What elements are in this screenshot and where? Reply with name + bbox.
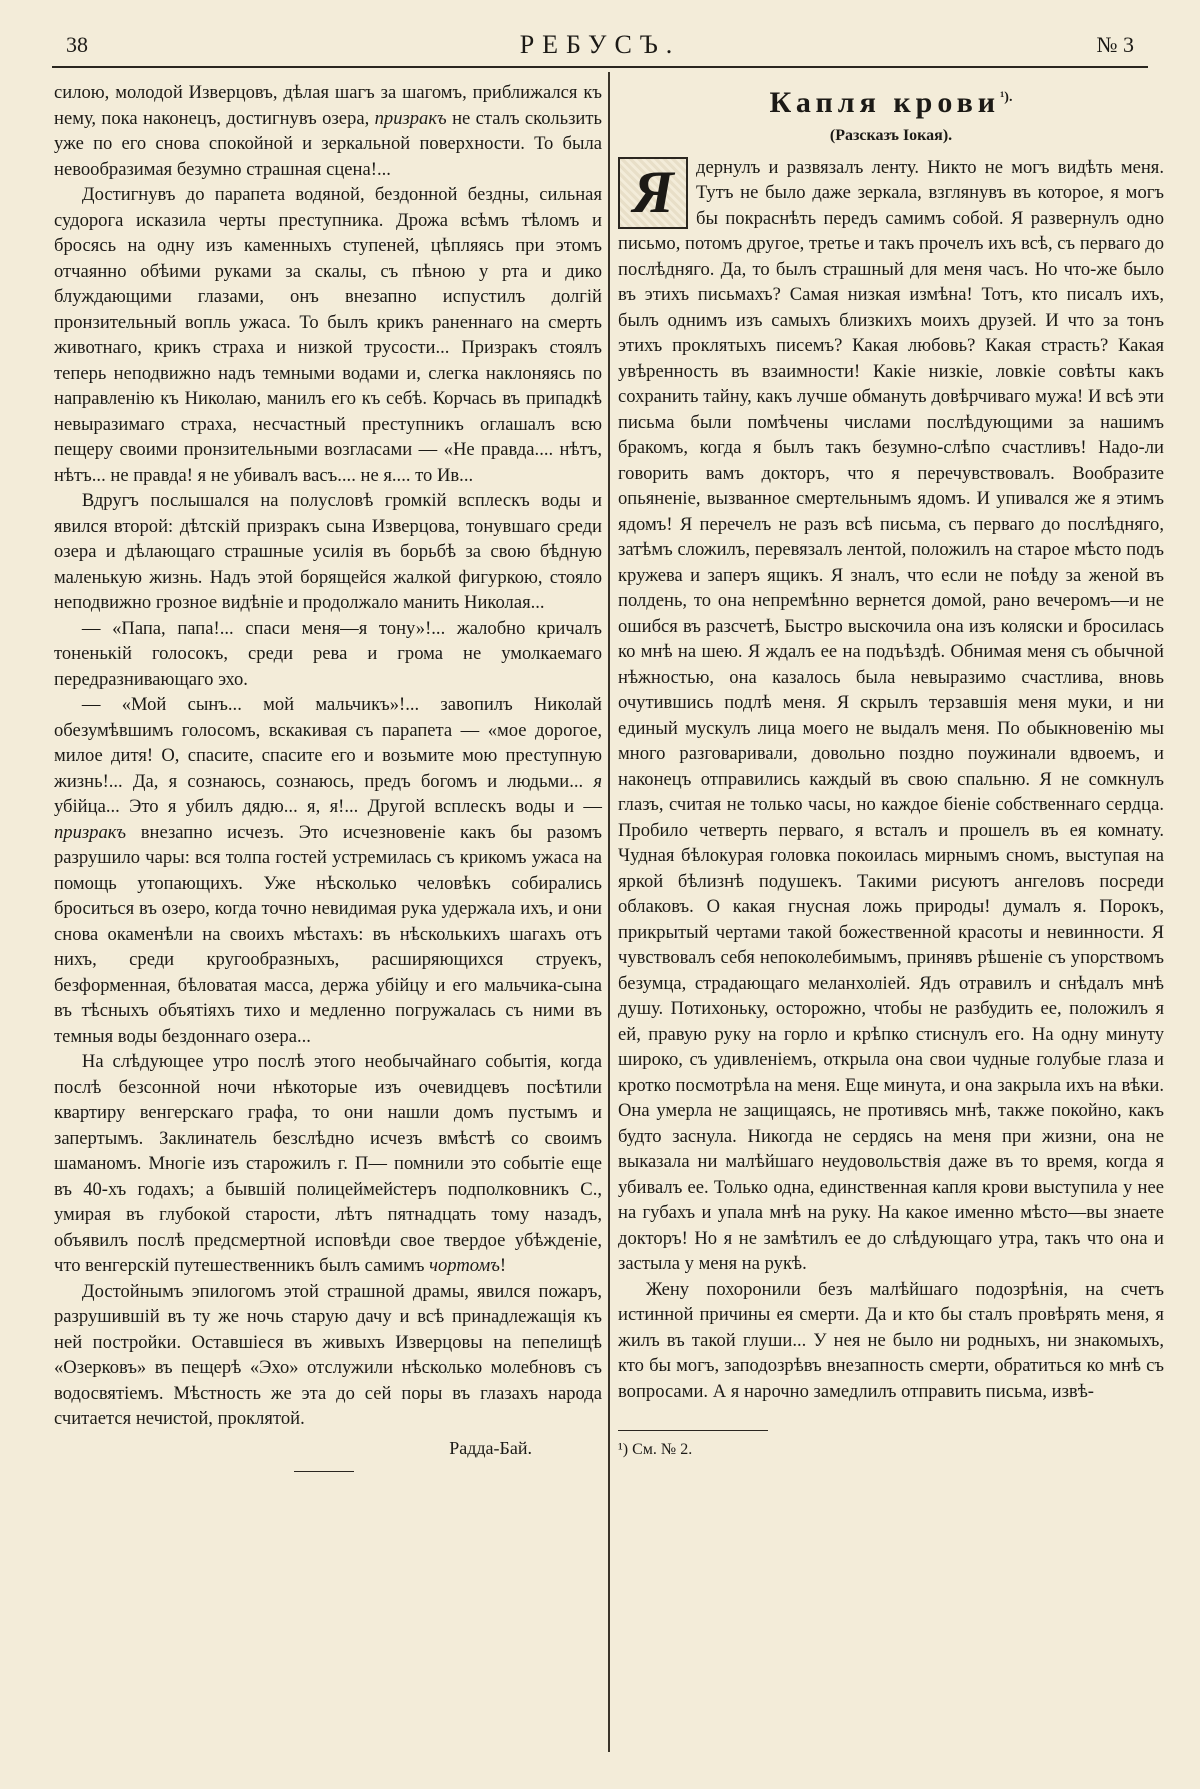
paragraph-text: убійца... Это я убилъ дядю... я, я!... Другой всплескъ воды и — — [54, 796, 602, 817]
title-footnote-mark: ¹). — [1000, 90, 1013, 105]
italic-text: призракъ — [374, 107, 447, 129]
italic-text: призракъ — [54, 821, 127, 843]
story-paragraph — [618, 155, 1164, 1277]
paragraph-text: ! — [499, 1255, 507, 1276]
paragraph-text: — «Папа, папа!... спаси меня—я тону»!... жалобно кричалъ тоненькій голосокъ, среди рева и грома не умолкаемаго передразнивающаго эхо. — [54, 617, 602, 690]
article-paragraph — [54, 1279, 602, 1432]
page-header — [52, 26, 1148, 68]
paragraph-text: Достигнувъ до парапета водяной, бездонной бездны, сильная судорога исказила черты преступника. Дрожа всѣмъ тѣломъ и бросясь на одну изъ каменныхъ ступеней, цѣпляясь при этомъ отчаянно обѣими руками за скалы, съ пѣною у рта и дико блуждающими глазами, онъ внезапно испустилъ долгій пронзительный вопль ужаса. То былъ крикъ раненнаго на смерть животнаго, крикъ страха и низкой трусости... Призракъ стоялъ теперь неподвижно надъ темными водами и, слегка наклоняясь по направленію къ Николаю, манилъ его къ себѣ. Корчась въ припадкѣ невыразимаго страха, несчастный преступникъ оглашалъ всю пещеру своими пронзительными возгласами — «Не правда.... нѣтъ, нѣтъ... не правда! я не убивалъ васъ.... не я.... то Ив... — [54, 184, 602, 486]
paragraph-text: Вдругъ послышался на полусловѣ громкій всплескъ воды и явился второй: дѣтскій призракъ сына Изверцова, тонувшаго среди озера и дѣлающаго страшные усилія въ борьбѣ за свою бѣдную маленькую жизнь. Надъ этой борящейся жалкой фигуркою, стояло неподвижно грозное видѣніе и продолжало манить Николая... — [54, 490, 602, 613]
end-rule — [294, 1471, 354, 1472]
paragraph-text: не сталъ скользить уже по его снова спокойной и зеркальной поверхности. То была невообразимая безумно страшная сцена!... — [54, 107, 602, 180]
article-paragraph — [54, 80, 602, 182]
left-column-text — [54, 80, 602, 1432]
page-number: 38 — [66, 32, 88, 57]
footnote-rule — [618, 1430, 768, 1431]
article-paragraph — [54, 182, 602, 488]
column-divider — [608, 72, 610, 1752]
right-column — [618, 80, 1164, 1463]
article-paragraph — [54, 488, 602, 616]
issue-number: № 3 — [1096, 32, 1134, 57]
paragraph-text: Достойнымъ эпилогомъ этой страшной драмы, явился пожаръ, разрушившій въ ту же ночь старую дачу и всѣ принадлежащія къ ней постройки. Оставшіеся въ живыхъ Изверцовы на пепелищѣ «Озерковъ» въ пещерѣ «Эхо» отслужили нѣсколько молебновъ съ водосвятіемъ. Мѣстность же эта до сей поры въ глазахъ народа считается нечистой, проклятой. — [54, 1280, 602, 1429]
article-paragraph — [54, 1049, 602, 1279]
story-paragraph-text: дернулъ и развязалъ ленту. Никто не могъ видѣть меня. Тутъ не было даже зеркала, взглянувъ въ которое, я могъ бы покраснѣть передъ самимъ собой. Я развернулъ одно письмо, потомъ другое, третье и такъ прочелъ ихъ всѣ, съ перваго до послѣдняго. Да, то былъ страшный для меня часъ. Но что-же было въ этихъ письмахъ? Самая низкая измѣна! Тотъ, кто писалъ ихъ, былъ однимъ изъ самыхъ близкихъ моихъ друзей. И что за тонъ этихъ проклятыхъ писемъ? Какая любовь? Какая страсть? Какая увѣренность въ взаимности! Какіе низкіе, ловкіе совѣты какъ сохранить тайну, какъ лучше обмануть довѣрчиваго мужа! И всѣ эти письма были помѣчены числами послѣдующими за нашимъ бракомъ, когда я былъ такъ безумно-слѣпо счастливъ! Надо-ли говорить вамъ докторъ, что я перечувствовалъ. Вообразите опьяненіе, вызванное смертельнымъ ядомъ. И упивался же я этимъ ядомъ! Я перечелъ не разъ всѣ письма, съ перваго до послѣдняго, затѣмъ сложилъ, перевязалъ лентой, положилъ на старое мѣсто подъ кружева и заперъ ящикъ. Я зналъ, что если не поѣду за женой въ полдень, то она непремѣнно вернется домой, рано вечеромъ—и не ошибся въ разсчетѣ, Быстро выскочила она изъ коляски и бросилась ко мнѣ на шею. Я ждалъ ее на подъѣздѣ. Обнимая меня съ обычной нѣжностью, она казалось была невыразимо счастлива, вновь очутившись подлѣ меня. Я скрылъ терзавшія меня муки, и ни единый мускулъ лица моего не выдалъ меня. По обыкновенію мы много разговаривали, довольно поздно поужинали вдвоемъ, и наконецъ отправились каждый въ свою спальню. Я не сомкнулъ глазъ, считая не только часы, но каждое біеніе собственнаго сердца. Пробило четверть перваго, я всталъ и прошелъ въ ея комнату. Чудная бѣлокурая головка покоилась мирнымъ сномъ, выступая на яркой бѣлизнѣ подушекъ. Такими рисуютъ ангеловъ посреди облаковъ. О какая гнусная ложь природы! думалъ я. Порокъ, прикрытый чертами такой божественной красоты и невинности. Я чувствовалъ себя непоколебимымъ, принявъ рѣшеніе съ упорствомъ безумца, страдающаго меланхоліей. Ядъ отравилъ и снѣдалъ мнѣ душу. Потихоньку, осторожно, чтобы не разбудить ее, положилъ я ей, правую руку на горло и крѣпко стиснулъ его. На одну минуту широко, съ удивленіемъ, открыла она свои чудные голубые глаза и кротко посмотрѣла на меня. Еще минута, и она закрыла ихъ на вѣки. Она умерла не защищаясь, не противясь мнѣ, также покойно, какъ будто заснула. Никогда не сердясь на меня при жизни, она не выказала ни малѣйшаго неудовольствія даже въ то время, когда я убивалъ ее. Только одна, единственная капля крови выступила у нее на губахъ и упала мнѣ на руку. На какое именно мѣсто—вы знаете докторъ! Но я не замѣтилъ ее до слѣдующаго утра, такъ что она и застыла у меня на рукѣ. — [618, 156, 1164, 1274]
paragraph-text: — «Мой сынъ... мой мальчикъ»!... завопилъ Николай обезумѣвшимъ голосомъ, вскакивая съ парапета — «мое дорогое, милое дитя! О, спасите, спасите его и возьмите мою преступную жизнь!... Да, я сознаюсь, сознаюсь, предъ богомъ и людьми... — [54, 694, 602, 792]
author-signature: Радда-Бай. — [449, 1437, 532, 1458]
paragraph-text: На слѣдующее утро послѣ этого необычайнаго событія, когда послѣ безсонной ночи нѣкоторые изъ очевидцевъ посѣтили квартиру венгерскаго графа, то они нашли домъ пустымъ и запертымъ. Заклинатель безслѣдно исчезъ вмѣстѣ со своимъ шаманомъ. Многіе изъ старожилъ г. П— помнили это событіе еще въ 40-хъ годахъ; а бывшій полицеймейстеръ подполковникъ С., умирая въ глубокой старости, лѣтъ пятнадцать тому назадъ, объявилъ послѣ предсмертной исповѣди свое твердое убѣжденіе, что венгерскій путешественникъ былъ самимъ — [54, 1051, 602, 1276]
story-paragraph: Жену похоронили безъ малѣйшаго подозрѣнія, на счетъ истинной причины ея смерти. Да и кто бы сталъ провѣрять меня, я жилъ въ такой глуши... У нея не было ни родныхъ, ни знакомыхъ, кто бы могъ, заподозрѣвъ внезапность смерти, обратиться ко мнѣ съ вопросами. А я нарочно замедлилъ отправить письма, извѣ- — [618, 1278, 1164, 1402]
story-title — [618, 80, 1164, 121]
article-paragraph — [54, 692, 602, 1049]
left-column — [54, 80, 602, 1472]
journal-title: РЕБУСЪ. — [519, 30, 681, 59]
italic-text: чортомъ — [429, 1255, 500, 1276]
story-title-text: Капля крови — [769, 86, 1001, 119]
story-subtitle: (Разсказъ Іокая). — [829, 127, 953, 144]
paragraph-text: внезапно исчезъ. Это исчезновеніе какъ бы разомъ разрушило чары: вся толпа гостей устремилась съ крикомъ ужаса на помощь утопающихъ. Уже нѣсколько человѣкъ собирались броситься въ озеро, когда точно невидимая рука удержала ихъ, и они снова окаменѣли на своихъ мѣстахъ: въ нѣсколькихъ шагахъ отъ нихъ, среди кругообразныхъ, расширяющихся струекъ, безформенная, бѣловатая масса, держа убійцу и его мальчика-сына въ тѣсныхъ объятіяхъ тихо и медленно погружалась съ ними въ темныя воды бездоннаго озера... — [54, 821, 602, 1047]
article-paragraph — [54, 616, 602, 693]
footnote: ¹) См. № 2. — [618, 1441, 693, 1458]
paragraph-text: силою, молодой Изверцовъ, дѣлая шагъ за шагомъ, приближался къ нему, пока наконецъ, достигнувъ озера, — [54, 82, 602, 129]
ornamental-drop-cap: Я — [618, 157, 688, 229]
italic-text: я — [593, 770, 602, 792]
